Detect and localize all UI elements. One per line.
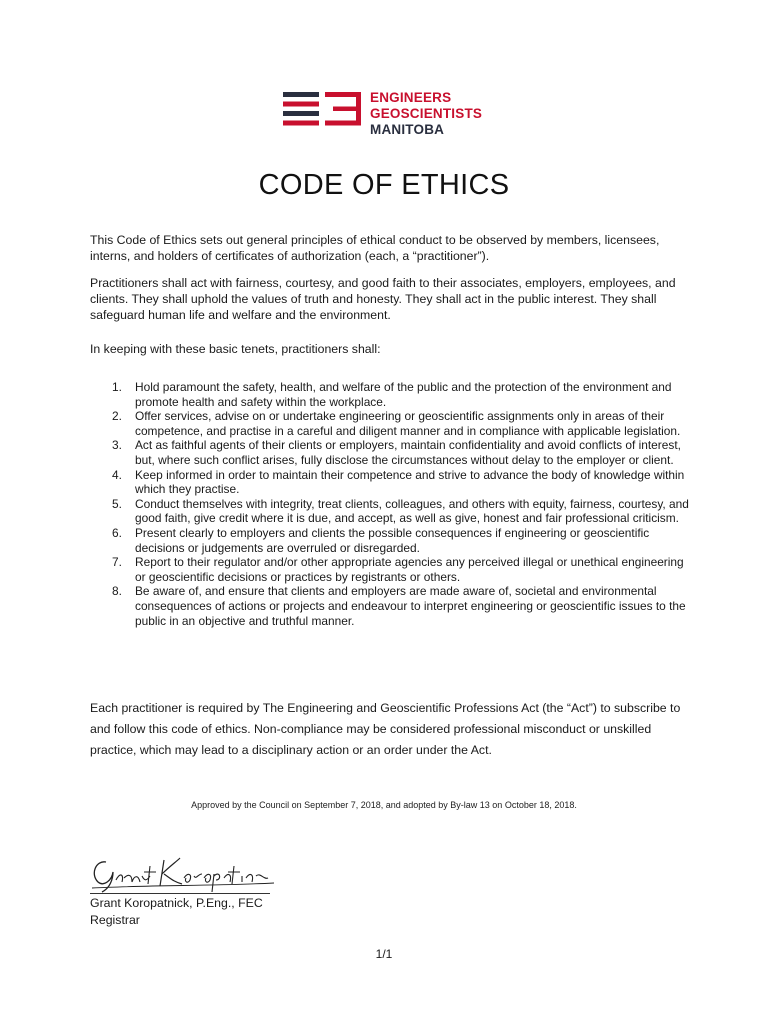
list-item-number: 4.: [112, 467, 122, 482]
list-item-number: 1.: [112, 380, 122, 394]
tenets-list: [90, 380, 690, 628]
list-item: [90, 438, 690, 467]
closing-paragraph: Each practitioner is required by The Engineering and Geoscientific Professions Act (the “Act”) to subscribe to and follow this code of ethics. Non-compliance may be considered professional misconduct or unskilled practice, which may lead to a disciplinary action or an order under the Act.: [90, 701, 681, 757]
list-item-number: 2.: [112, 409, 122, 424]
list-item: [90, 584, 690, 628]
page-number: 1/1: [375, 947, 393, 961]
list-item-text: Be aware of, and ensure that clients and employers are made aware of, societal and environmental consequences of actions or projects and endeavour to interpret engineering or geoscientific issues to the public in an objective and truthful manner.: [135, 584, 686, 628]
page-title: CODE OF ETHICS: [258, 169, 510, 201]
list-item-text: Present clearly to employers and clients the possible consequences if engineering or geoscientific decisions or judgements are overruled or disregarded.: [135, 525, 650, 555]
logo-line-geoscientists: GEOSCIENTISTS: [370, 106, 483, 121]
list-item-text: Hold paramount the safety, health, and welfare of the public and the protection of the environment and promote health and safety within the workplace.: [135, 380, 672, 409]
list-item-number: 5.: [112, 496, 122, 511]
list-item: [90, 526, 690, 555]
signatory-block: [90, 895, 263, 929]
list-item-number: 6.: [112, 525, 122, 540]
list-item-text: Act as faithful agents of their clients or employers, maintain confidentiality and avoid conflicts of interest, but, where such conflict arises, fully disclose the circumstances without delay to the employer or client.: [135, 438, 681, 467]
logo-line-engineers: ENGINEERS: [370, 90, 452, 105]
principles-paragraph: Practitioners shall act with fairness, courtesy, and good faith to their associates, employers, employees, and clients. They shall uphold the values of truth and honesty. They shall act in the public interest. They shall safeguard human life and welfare and the environment.: [90, 276, 676, 322]
list-item: [90, 497, 690, 526]
list-item: [90, 468, 690, 497]
approval-note: Approved by the Council on September 7, 2018, and adopted by By-law 13 on October 18, 2018.: [191, 800, 577, 810]
list-item: [90, 555, 690, 584]
list-item-text: Conduct themselves with integrity, treat clients, colleagues, and others with equity, fairness, courtesy, and good faith, give credit where it is due, and accept, as well as give, honest and fair professional criticism.: [135, 496, 689, 526]
list-item-text: Keep informed in order to maintain their competence and strive to advance the body of knowledge within which they practise.: [135, 467, 685, 497]
list-item-text: Report to their regulator and/or other appropriate agencies any perceived illegal or unethical engineering or geoscientific decisions or practices by registrants or others.: [135, 555, 684, 584]
list-item: [90, 409, 690, 438]
list-item: [90, 380, 690, 409]
lead-in-paragraph: In keeping with these basic tenets, practitioners shall:: [90, 342, 381, 356]
signatory-name: Grant Koropatnick, P.Eng., FEC: [90, 896, 263, 910]
signatory-role: Registrar: [90, 913, 140, 927]
logo-line-manitoba: MANITOBA: [370, 122, 445, 137]
engineers-geoscientists-manitoba-logo: [283, 90, 493, 140]
signature-line: [90, 893, 270, 894]
list-item-number: 3.: [112, 438, 122, 453]
list-item-number: 7.: [112, 555, 122, 570]
handwritten-signature: [88, 852, 278, 894]
intro-paragraph: This Code of Ethics sets out general principles of ethical conduct to be observed by members, licensees, interns, and holders of certificates of authorization (each, a “practitioner”).: [90, 233, 660, 263]
logo-wordmark: [370, 90, 482, 138]
logo-mark-icon: [283, 92, 363, 126]
list-item-text: Offer services, advise on or undertake engineering or geoscientific assignments only in areas of their competence, and practise in a careful and diligent manner and in compliance with applicable legislation.: [135, 409, 681, 438]
list-item-number: 8.: [112, 584, 122, 599]
